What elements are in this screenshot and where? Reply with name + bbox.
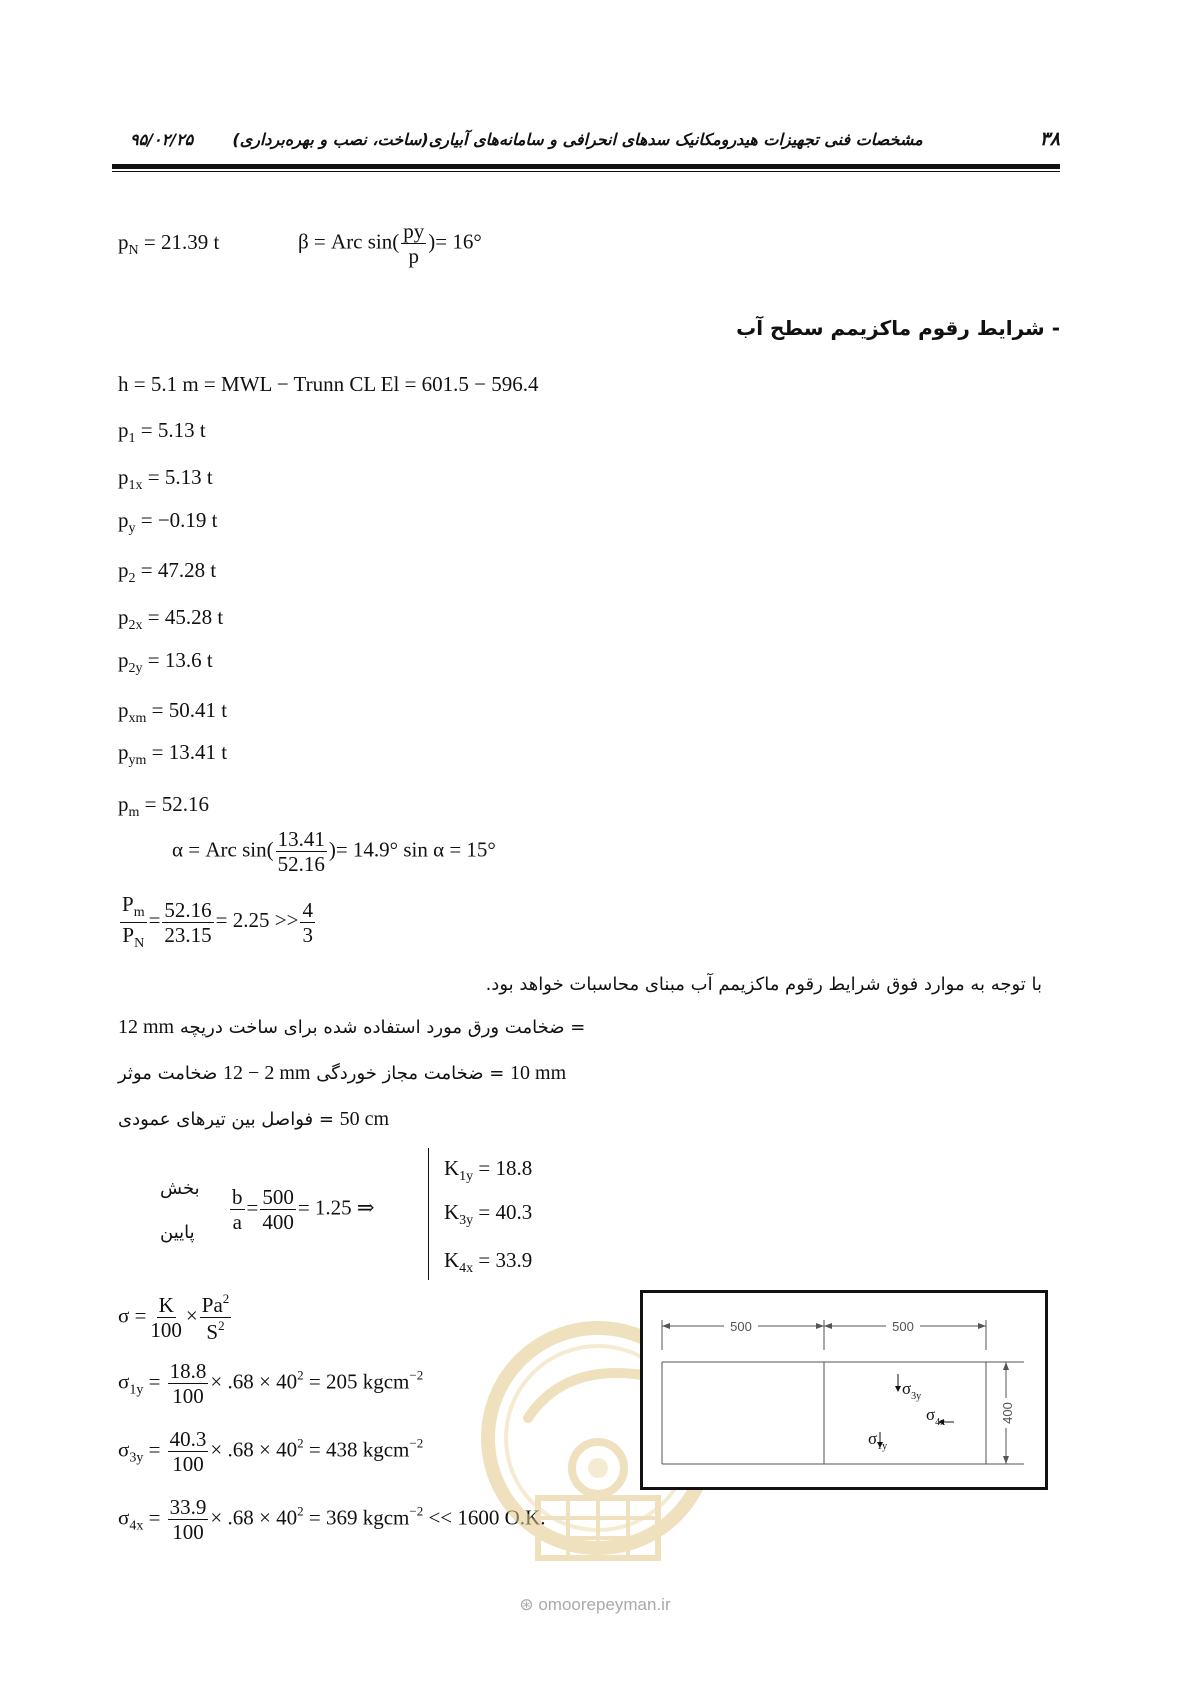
load-symbol: p bbox=[118, 792, 129, 816]
dim-label-left: 500 bbox=[730, 1319, 752, 1334]
unit-exponent: −2 bbox=[409, 1367, 424, 1383]
beta-num: py bbox=[403, 219, 425, 243]
sigma-fraction bbox=[168, 1428, 209, 1475]
load-pm bbox=[118, 792, 209, 821]
header-rule-thick bbox=[112, 164, 1060, 169]
four-num: 4 bbox=[302, 897, 313, 922]
load-value: = 13.41 t bbox=[146, 740, 228, 764]
load-symbol: p bbox=[118, 740, 129, 764]
dim-label-right: 500 bbox=[892, 1319, 914, 1334]
sigma-num: 18.8 bbox=[169, 1359, 207, 1383]
s-sup: 2 bbox=[218, 1318, 225, 1334]
values-fraction bbox=[162, 899, 213, 946]
sigma-symbol: σ bbox=[118, 1369, 130, 1394]
load-value: = 5.13 t bbox=[142, 465, 213, 489]
sigma-sub: 4x bbox=[129, 1518, 144, 1534]
load-symbol: p bbox=[118, 465, 129, 489]
sigma-product: × .68 × 40 bbox=[210, 1369, 298, 1394]
section-title: - شرایط رقوم ماکزیمم سطح آب bbox=[736, 316, 1060, 340]
load-value: = 13.6 t bbox=[142, 648, 213, 672]
k-num: K bbox=[158, 1293, 174, 1317]
alpha-den: 52.16 bbox=[277, 852, 325, 877]
sigma-den: 100 bbox=[172, 1520, 204, 1545]
ba-equation: $\frac{b}{a}$ = $\frac{500}{400}$ = 1.25 ⇒ bbox=[232, 1185, 375, 1235]
sigma-check: << 1600 O.K. bbox=[423, 1505, 546, 1530]
load-sub: 1x bbox=[128, 478, 143, 493]
sigma-4x: $\sigma_{4x}$ = $\frac{33.9}{100}$ × $.68 \times 40^2 = 369$ kgcm$^{-2}$ << 1600 O.K. bbox=[118, 1495, 546, 1545]
alpha-num: 13.41 bbox=[277, 827, 325, 851]
copyright-icon: ⊛ bbox=[519, 1595, 534, 1614]
hundred-den: 100 bbox=[150, 1318, 182, 1343]
beam-spacing-line bbox=[118, 1108, 389, 1131]
beta-result: )= 16° bbox=[428, 229, 482, 254]
k-value: = 33.9 bbox=[473, 1248, 533, 1272]
load-value: = 5.13 t bbox=[135, 418, 206, 442]
k-sub: 3y bbox=[459, 1213, 474, 1228]
sigma-den: 100 bbox=[172, 1452, 204, 1477]
sigma-sub: 3y bbox=[129, 1450, 144, 1466]
load-symbol: p bbox=[118, 605, 129, 629]
k-symbol: K bbox=[444, 1200, 460, 1224]
k-divider bbox=[428, 1148, 429, 1280]
sigma-symbol: σ bbox=[118, 1437, 130, 1462]
sigma4x-symbol: σ bbox=[926, 1405, 936, 1424]
ba-num: 500 bbox=[262, 1185, 294, 1209]
sigma-product: × .68 × 40 bbox=[210, 1505, 298, 1530]
pn-symbol-den: P bbox=[122, 922, 135, 947]
load-symbol: p bbox=[118, 648, 129, 672]
load-value: = −0.19 t bbox=[135, 508, 218, 532]
beta-lhs: β = Arc sin( bbox=[298, 229, 400, 254]
conclusion-text: با توجه به موارد فوق شرایط رقوم ماکزیمم آب مبنای محاسبات خواهد بود. bbox=[485, 974, 1042, 995]
beta-fraction bbox=[401, 220, 426, 267]
effective-thickness-expr: 12 − 2 mm bbox=[223, 1062, 311, 1084]
pm-symbol: P bbox=[122, 892, 134, 916]
pn-den bbox=[120, 923, 146, 952]
dim-label-height: 400 bbox=[1000, 1402, 1015, 1424]
k-over-100 bbox=[148, 1294, 184, 1341]
beam-spacing-value: 50 cm bbox=[339, 1108, 390, 1130]
k-1y bbox=[444, 1156, 532, 1185]
k-sub: 1y bbox=[459, 1169, 474, 1184]
sigma-num: 33.9 bbox=[169, 1495, 207, 1519]
pm-pn-fraction bbox=[120, 893, 147, 951]
sigma3y-sub: 3y bbox=[911, 1391, 922, 1402]
load-p1x bbox=[118, 465, 213, 494]
k-3y bbox=[444, 1200, 532, 1229]
plate-panel-figure bbox=[640, 1290, 1048, 1490]
sigma-formula bbox=[118, 1292, 233, 1343]
load-value: = 45.28 t bbox=[142, 605, 224, 629]
k-4x bbox=[444, 1248, 532, 1277]
sigma-result: = 205 kgcm bbox=[303, 1369, 410, 1394]
load-pxm bbox=[118, 698, 227, 727]
plate-thickness-value: 12 mm bbox=[118, 1016, 175, 1038]
ratio-den: 23.15 bbox=[164, 922, 212, 947]
load-value: = 50.41 t bbox=[146, 698, 228, 722]
ratio-result: = 2.25 >> bbox=[215, 908, 299, 932]
sigma-sub: 1y bbox=[129, 1382, 144, 1398]
alpha-lhs: α = Arc sin( bbox=[172, 837, 274, 862]
load-sub: ym bbox=[128, 753, 147, 768]
pn-equation bbox=[118, 230, 219, 259]
alpha-equation bbox=[172, 828, 496, 875]
sigma4x-sub: 4x bbox=[935, 1417, 946, 1428]
k-symbol: K bbox=[444, 1248, 460, 1272]
load-symbol: p bbox=[118, 698, 129, 722]
alpha-result: )= 14.9° sin α = 15° bbox=[328, 837, 496, 862]
pm-sub: m bbox=[133, 905, 145, 920]
running-title-code: ۹۵/۰۲/۲۵ bbox=[130, 130, 194, 149]
sigma-3y: $\sigma_{3y}$ = $\frac{40.3}{100}$ × $.68 \times 40^2 = 438$ kgcm$^{-2}$ bbox=[118, 1427, 424, 1477]
b-over-a bbox=[230, 1186, 245, 1233]
running-title-text: مشخصات فنی تجهیزات هیدرومکانیک سدهای انحرافی و سامانه‌های آبیاری(ساخت، نصب و بهره‌برداری) bbox=[232, 130, 923, 149]
plate-thickness-label: = ضخامت ورق مورد استفاده شده برای ساخت دریچه bbox=[179, 1017, 586, 1038]
k-value: = 40.3 bbox=[473, 1200, 533, 1224]
load-py bbox=[118, 508, 218, 537]
unit-exponent: −2 bbox=[409, 1503, 424, 1519]
load-symbol: p bbox=[118, 508, 129, 532]
ratio-num: 52.16 bbox=[164, 897, 212, 922]
load-symbol: p bbox=[118, 418, 129, 442]
load-p2y bbox=[118, 648, 213, 677]
s2-den bbox=[204, 1318, 226, 1343]
k-symbol: K bbox=[444, 1156, 460, 1180]
sigma-square: 2 bbox=[297, 1435, 304, 1451]
b-num: b bbox=[232, 1185, 243, 1209]
site-watermark-text: omoorepeyman.ir bbox=[538, 1595, 671, 1614]
sigma-square: 2 bbox=[297, 1367, 304, 1383]
sigma-1y: $\sigma_{1y}$ = $\frac{18.8}{100}$ × $.68 \times 40^2 = 205$ kgcm$^{-2}$ bbox=[118, 1359, 424, 1409]
h-equation: h = 5.1 m = MWL − Trunn CL El = 601.5 − 596.4 bbox=[118, 372, 539, 396]
load-value: = 52.16 bbox=[139, 792, 209, 816]
site-watermark bbox=[0, 1595, 1190, 1615]
sigma-fraction bbox=[168, 1496, 209, 1543]
sigma1y-symbol: σ bbox=[868, 1429, 878, 1448]
load-sub: 2y bbox=[128, 661, 143, 676]
load-pym bbox=[118, 740, 227, 769]
header-rule-thin bbox=[112, 171, 1060, 172]
pa-sup: 2 bbox=[222, 1291, 230, 1306]
beam-spacing-label: = فواصل بین تیرهای عمودی bbox=[118, 1109, 334, 1130]
page-header bbox=[112, 128, 1060, 160]
load-sub: 2x bbox=[128, 618, 143, 633]
s-text: S bbox=[206, 1320, 219, 1345]
effective-thickness-line bbox=[118, 1062, 566, 1085]
ba-den: 400 bbox=[262, 1210, 294, 1235]
running-title bbox=[130, 130, 923, 149]
times-sign: × bbox=[185, 1303, 198, 1328]
load-sub: 1 bbox=[128, 431, 136, 446]
sigma-symbol: σ bbox=[118, 1505, 130, 1530]
effective-thickness-tail: ضخامت موثر bbox=[118, 1063, 218, 1084]
sigma-result: = 438 kgcm bbox=[303, 1437, 410, 1462]
500-over-400 bbox=[260, 1186, 296, 1233]
three-den: 3 bbox=[302, 922, 313, 947]
alpha-fraction bbox=[276, 828, 327, 875]
four-thirds-fraction bbox=[300, 899, 315, 946]
ratio-equation: $\frac{P_m}{P_N}$ = $\frac{52.16}{23.15}$ = 2.25 >> $\frac{4}{3}$ bbox=[122, 892, 313, 951]
sigma-lhs: σ = bbox=[118, 1303, 147, 1328]
k-value: = 18.8 bbox=[473, 1156, 533, 1180]
pn-symbol: p bbox=[118, 230, 129, 254]
corrosion-label: = ضخامت مجاز خوردگی bbox=[316, 1063, 505, 1084]
pa2-num bbox=[200, 1292, 232, 1318]
sigma-product: × .68 × 40 bbox=[210, 1437, 298, 1462]
a-den: a bbox=[232, 1210, 242, 1235]
sigma3y-symbol: σ bbox=[902, 1379, 912, 1398]
pm-num bbox=[120, 893, 147, 923]
plate-panel-diagram bbox=[640, 1290, 1048, 1490]
sigma-result: = 369 kgcm bbox=[303, 1505, 410, 1530]
load-p1 bbox=[118, 418, 206, 447]
beta-equation bbox=[298, 220, 482, 267]
sigma-num: 40.3 bbox=[169, 1427, 207, 1451]
load-symbol: p bbox=[118, 558, 129, 582]
load-p2 bbox=[118, 558, 216, 587]
pa-text: Pa bbox=[201, 1293, 223, 1317]
pa2-over-s2 bbox=[200, 1292, 232, 1343]
lower-part-label-1: بخش bbox=[160, 1178, 200, 1199]
pn-value: = 21.39 t bbox=[138, 230, 220, 254]
beta-den: p bbox=[408, 244, 420, 269]
k-sub: 4x bbox=[459, 1261, 474, 1276]
load-sub: xm bbox=[128, 711, 147, 726]
load-sub: y bbox=[128, 521, 136, 536]
lower-part-label-2: پایین bbox=[160, 1222, 195, 1243]
page-number: ۳۸ bbox=[1039, 128, 1060, 150]
load-sub: 2 bbox=[128, 571, 136, 586]
pn-sub: N bbox=[128, 243, 139, 258]
sigma-fraction bbox=[168, 1360, 209, 1407]
load-sub: m bbox=[128, 805, 140, 820]
load-value: = 47.28 t bbox=[135, 558, 217, 582]
pn-sub-den: N bbox=[134, 935, 145, 951]
sigma-square: 2 bbox=[297, 1503, 304, 1519]
sigma1y-sub: 1y bbox=[877, 1441, 888, 1452]
ba-result: = 1.25 ⇒ bbox=[297, 1195, 375, 1220]
load-p2x bbox=[118, 605, 223, 634]
sigma-den: 100 bbox=[172, 1384, 204, 1409]
effective-thickness-value: 10 mm bbox=[510, 1062, 567, 1084]
unit-exponent: −2 bbox=[409, 1435, 424, 1451]
